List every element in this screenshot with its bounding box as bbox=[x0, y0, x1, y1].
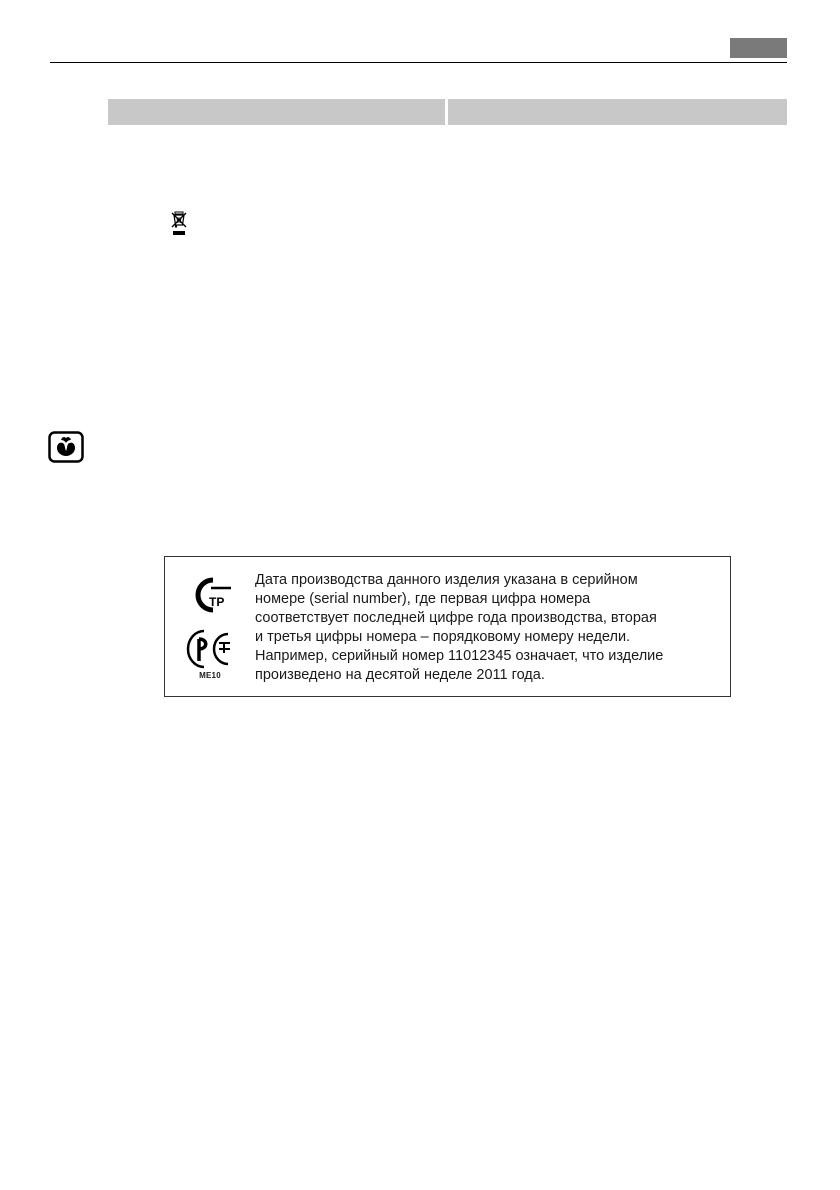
header-divider bbox=[50, 62, 787, 63]
table-header-left-column bbox=[108, 99, 445, 125]
notice-line: соответствует последней цифре года производства, вторая bbox=[255, 610, 657, 626]
production-date-notice bbox=[164, 556, 731, 697]
notice-line: номере (serial number), где первая цифра номера bbox=[255, 591, 591, 607]
certification-code: ME10 bbox=[199, 671, 221, 680]
crossed-out-wheelie-bin-icon bbox=[170, 210, 188, 238]
table-header-right-column bbox=[448, 99, 787, 125]
table-header bbox=[108, 99, 787, 125]
notice-line: Дата производства данного изделия указана в серийном bbox=[255, 572, 638, 588]
eco-plant-icon bbox=[48, 431, 84, 463]
pct-certification-mark-icon bbox=[186, 627, 234, 671]
page-header-tab bbox=[730, 38, 787, 58]
notice-line: и третья цифры номера – порядковому номеру недели. bbox=[255, 629, 631, 645]
notice-line: произведено на десятой неделе 2011 года. bbox=[255, 667, 545, 683]
notice-line: Например, серийный номер 11012345 означает, что изделие bbox=[255, 648, 664, 664]
svg-text:ТР: ТР bbox=[209, 595, 225, 609]
gost-r-eac-mark-icon bbox=[187, 575, 233, 615]
notice-text bbox=[255, 571, 725, 685]
